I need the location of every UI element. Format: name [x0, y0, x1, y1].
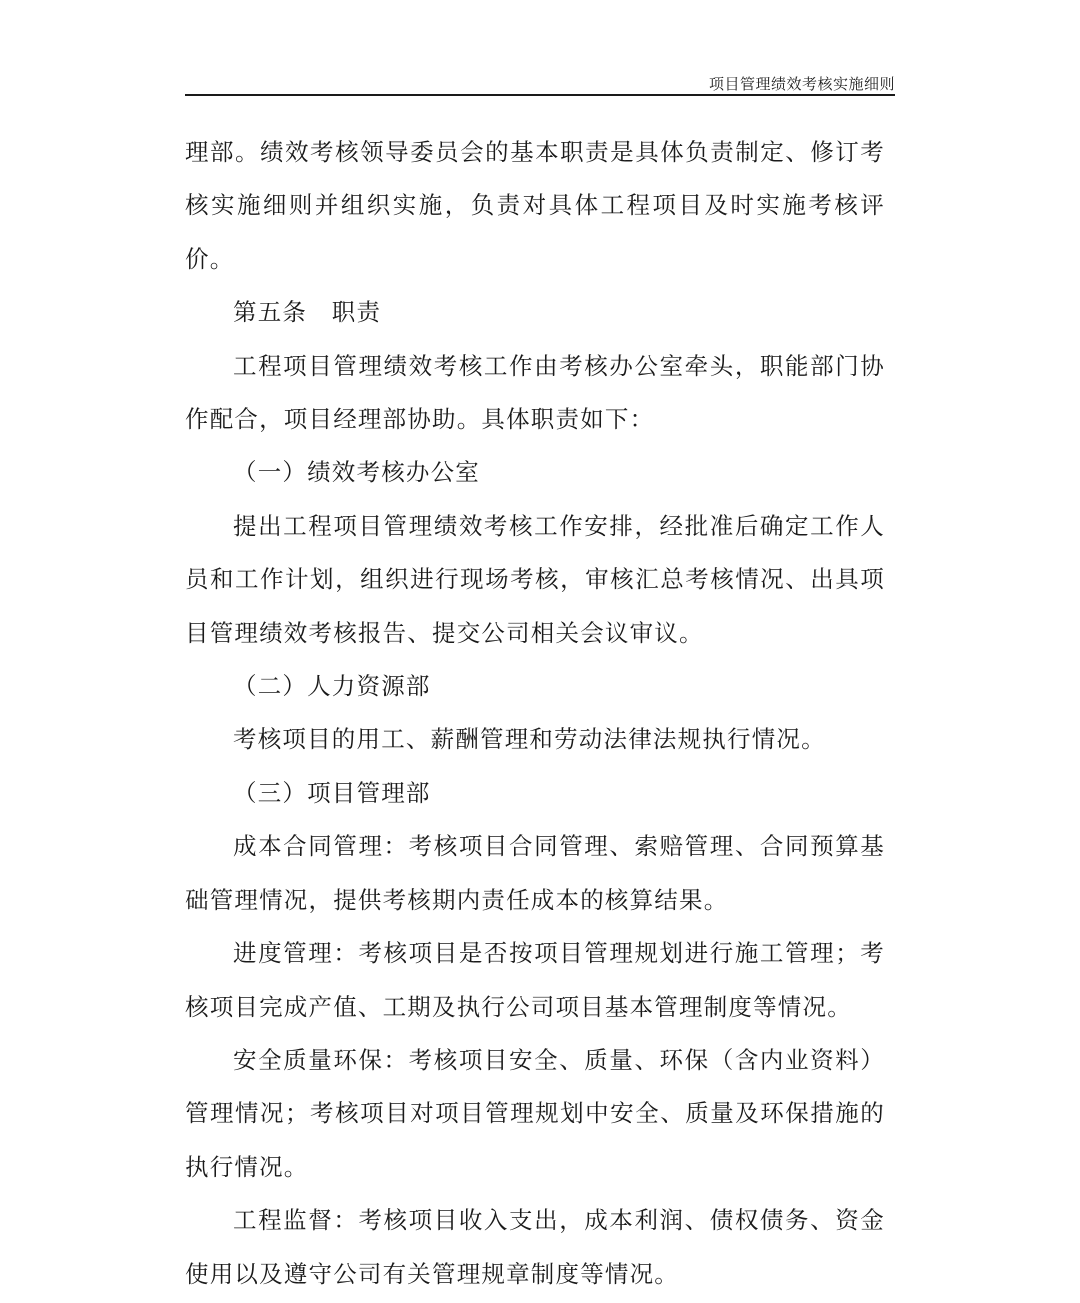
- article-heading-5: 第五条 职责: [233, 298, 382, 327]
- section-heading-2: （二）人力资源部: [233, 672, 431, 701]
- header-rule: [185, 94, 895, 96]
- body-text: [185, 126, 885, 1301]
- paragraph-safety-quality: 安全质量环保：考核项目安全、质量、环保（含内业资料）管理情况；考核项目对项目管理规划中安全、质量及环保措施的执行情况。: [185, 1045, 885, 1181]
- paragraph-duties-intro: 工程项目管理绩效考核工作由考核办公室牵头，职能部门协作配合，项目经理部协助。具体职责如下：: [185, 351, 885, 434]
- paragraph-office-duties: 提出工程项目管理绩效考核工作安排，经批准后确定工作人员和工作计划，组织进行现场考核，审核汇总考核情况、出具项目管理绩效考核报告、提交公司相关会议审议。: [185, 511, 885, 647]
- paragraph-schedule: 进度管理：考核项目是否按项目管理规划进行施工管理；考核项目完成产值、工期及执行公司项目基本管理制度等情况。: [185, 939, 885, 1021]
- paragraph-cost-contract: 成本合同管理：考核项目合同管理、索赔管理、合同预算基础管理情况，提供考核期内责任成本的核算结果。: [185, 832, 885, 914]
- running-header-title: 项目管理绩效考核实施细则: [708, 75, 895, 93]
- paragraph-hr-duties: 考核项目的用工、薪酬管理和劳动法律法规执行情况。: [233, 725, 826, 754]
- section-heading-1: （一）绩效考核办公室: [233, 458, 480, 487]
- paragraph-continuation: 理部。绩效考核领导委员会的基本职责是具体负责制定、修订考核实施细则并组织实施，负责对具体工程项目及时实施考核评价。: [185, 138, 885, 273]
- paragraph-supervision: 工程监督：考核项目收入支出，成本利润、债权债务、资金使用以及遵守公司有关管理规章制度等情况。: [185, 1206, 885, 1288]
- section-heading-3: （三）项目管理部: [233, 778, 431, 807]
